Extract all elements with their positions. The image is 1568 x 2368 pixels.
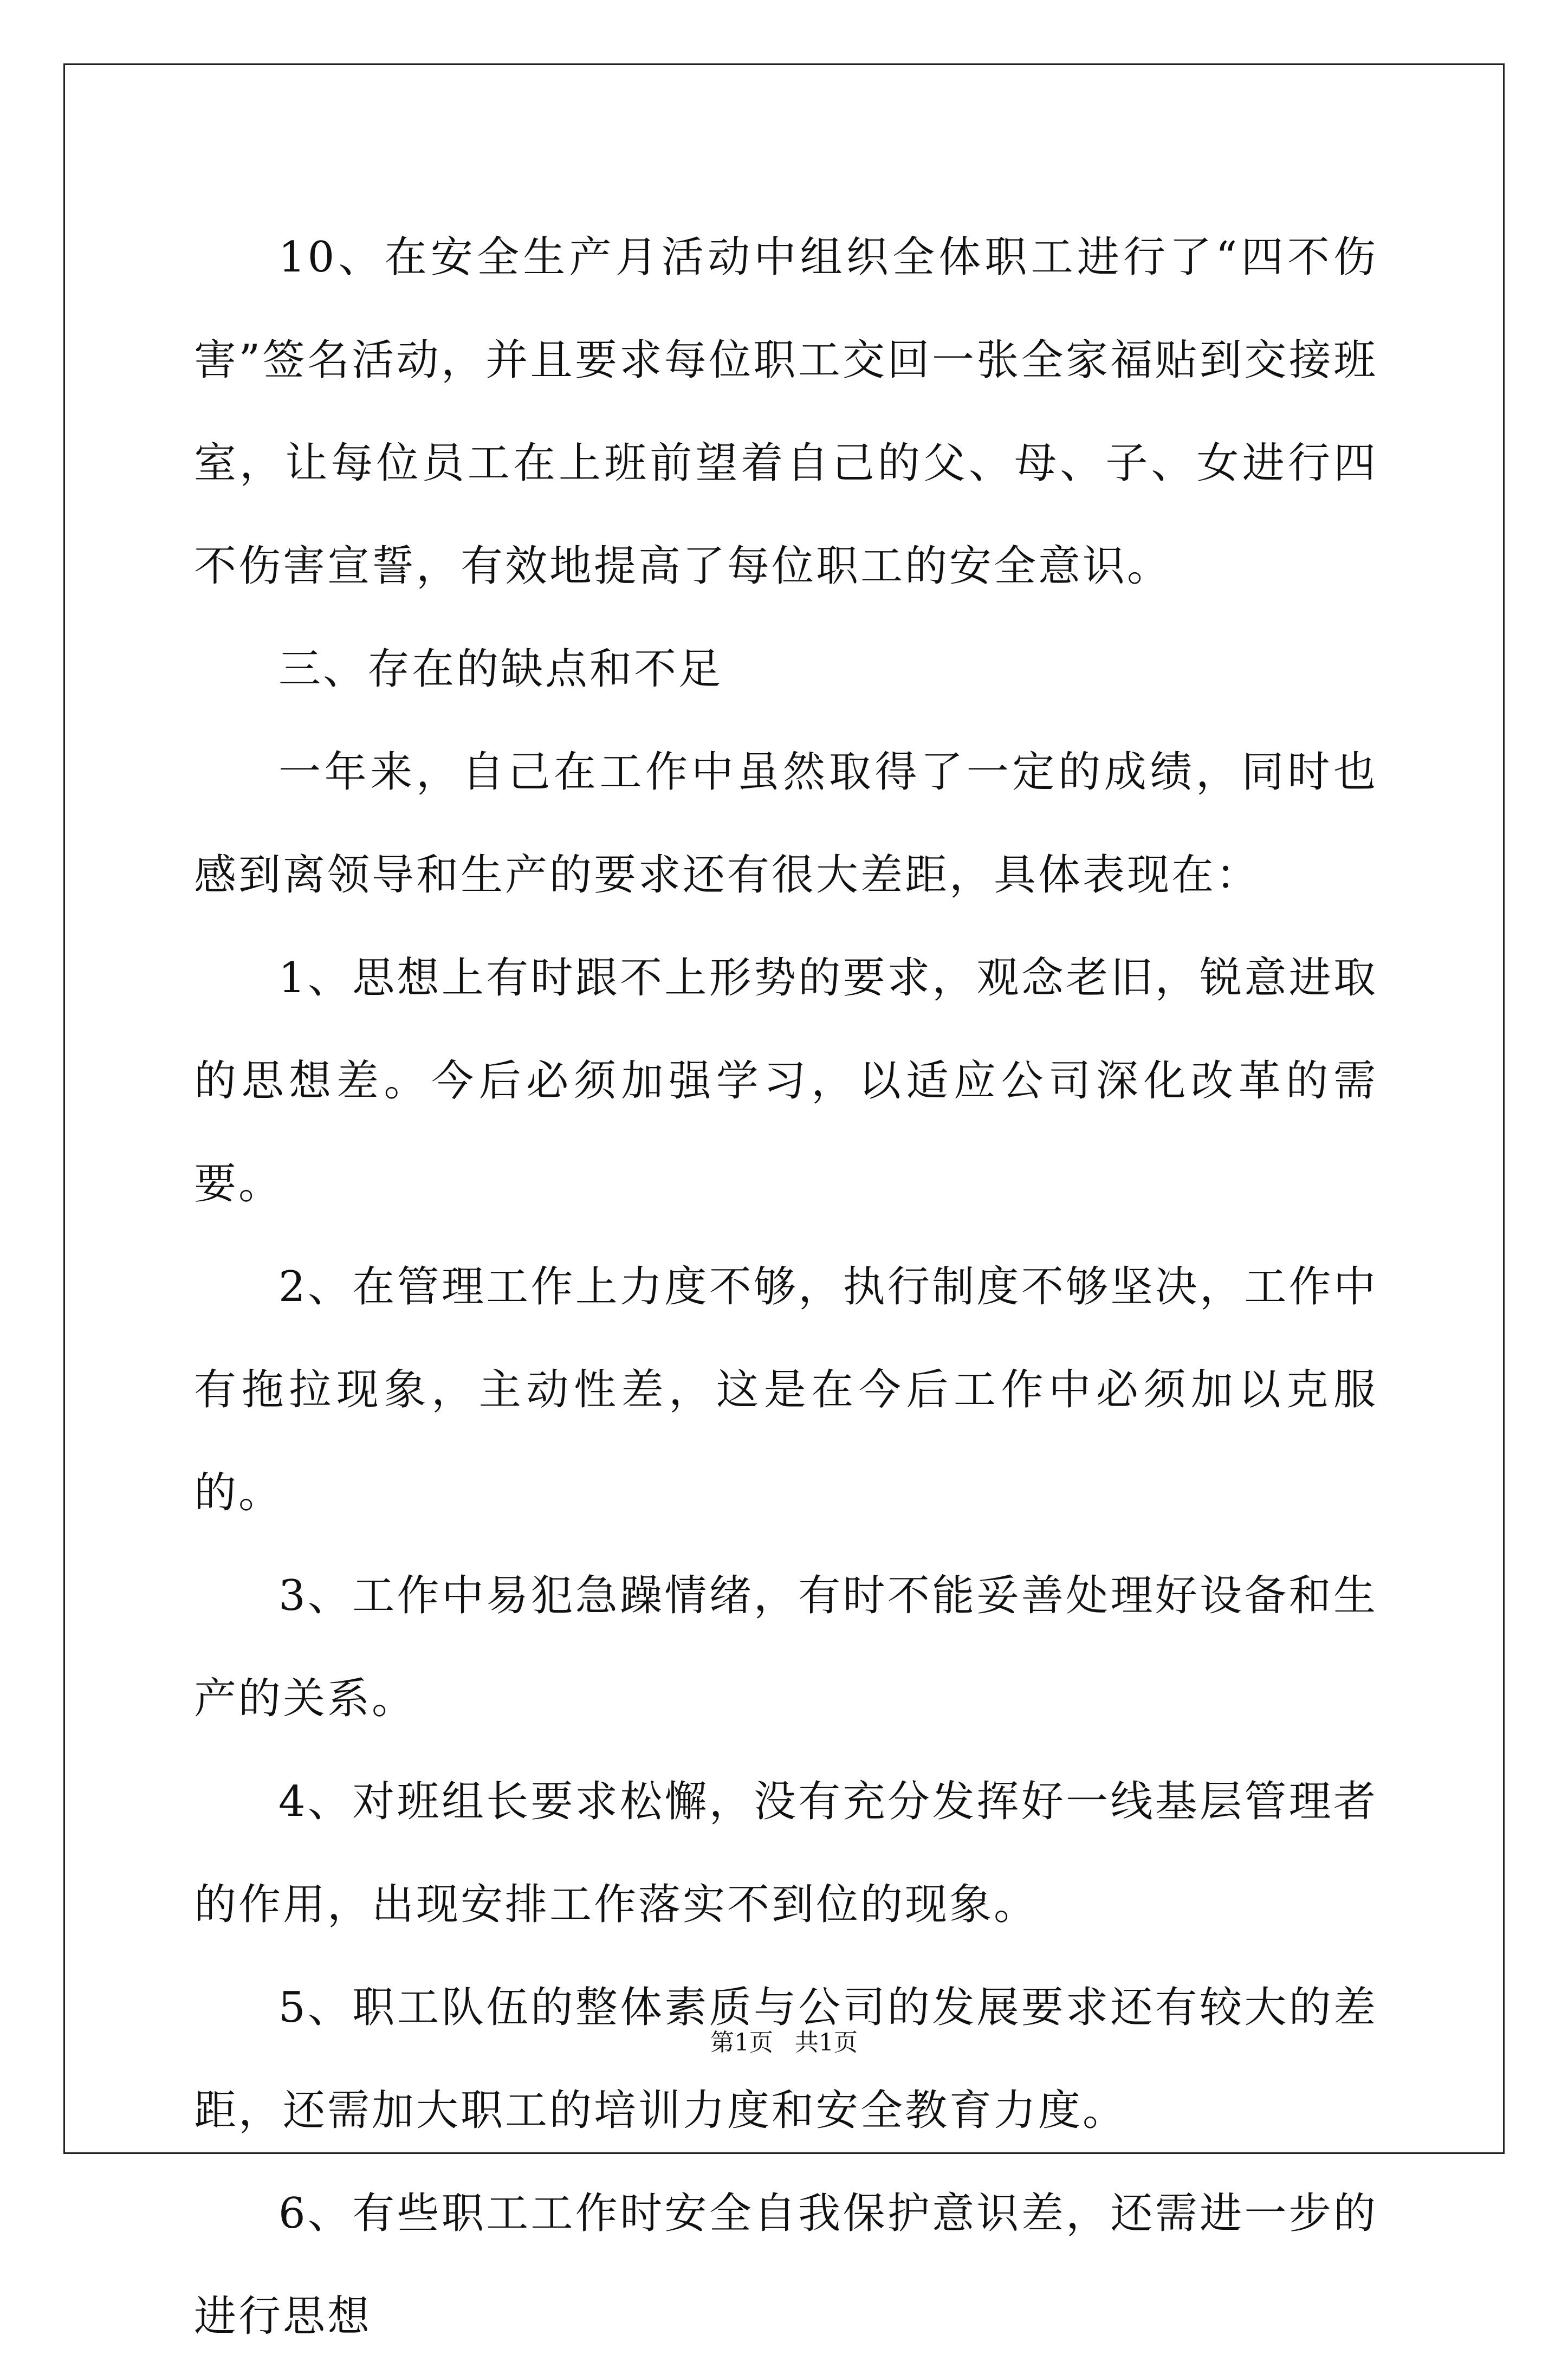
paragraph-intro: 一年来，自己在工作中虽然取得了一定的成绩，同时也感到离领导和生产的要求还有很大差距，具体表现在： <box>194 748 1378 900</box>
paragraph-safety-month: 10、在安全生产月活动中组织全体职工进行了“四不伤害”签名活动，并且要求每位职工交回一张全家福贴到交接班室，让每位员工在上班前望着自己的父、母、子、女进行四不伤害宣誓，有效地提高了每位职工的安全意识。 <box>194 233 1378 591</box>
list-item-3: 3、工作中易犯急躁情绪，有时不能妥善处理好设备和生产的关系。 <box>194 1571 1378 1723</box>
list-item-2: 2、在管理工作上力度不够，执行制度不够坚决，工作中有拖拉现象，主动性差，这是在今后工作中必须加以克服的。 <box>194 1263 1378 1517</box>
list-item-6: 6、有些职工工作时安全自我保护意识差，还需进一步的进行思想 <box>194 2189 1378 2341</box>
page-number-total: 共1页 <box>795 2029 858 2056</box>
list-item-5: 5、职工队伍的整体素质与公司的发展要求还有较大的差距，还需加大职工的培训力度和安全教育力度。 <box>194 1983 1378 2135</box>
list-item-4: 4、对班组长要求松懈，没有充分发挥好一线基层管理者的作用，出现安排工作落实不到位的现象。 <box>194 1777 1378 1929</box>
page-number-current: 第1页 <box>710 2029 773 2056</box>
list-item-1: 1、思想上有时跟不上形势的要求，观念老旧，锐意进取的思想差。今后必须加强学习，以适应公司深化改革的需要。 <box>194 954 1378 1208</box>
section-heading-shortcomings: 三、存在的缺点和不足 <box>278 645 723 694</box>
page-footer <box>0 2027 1568 2059</box>
